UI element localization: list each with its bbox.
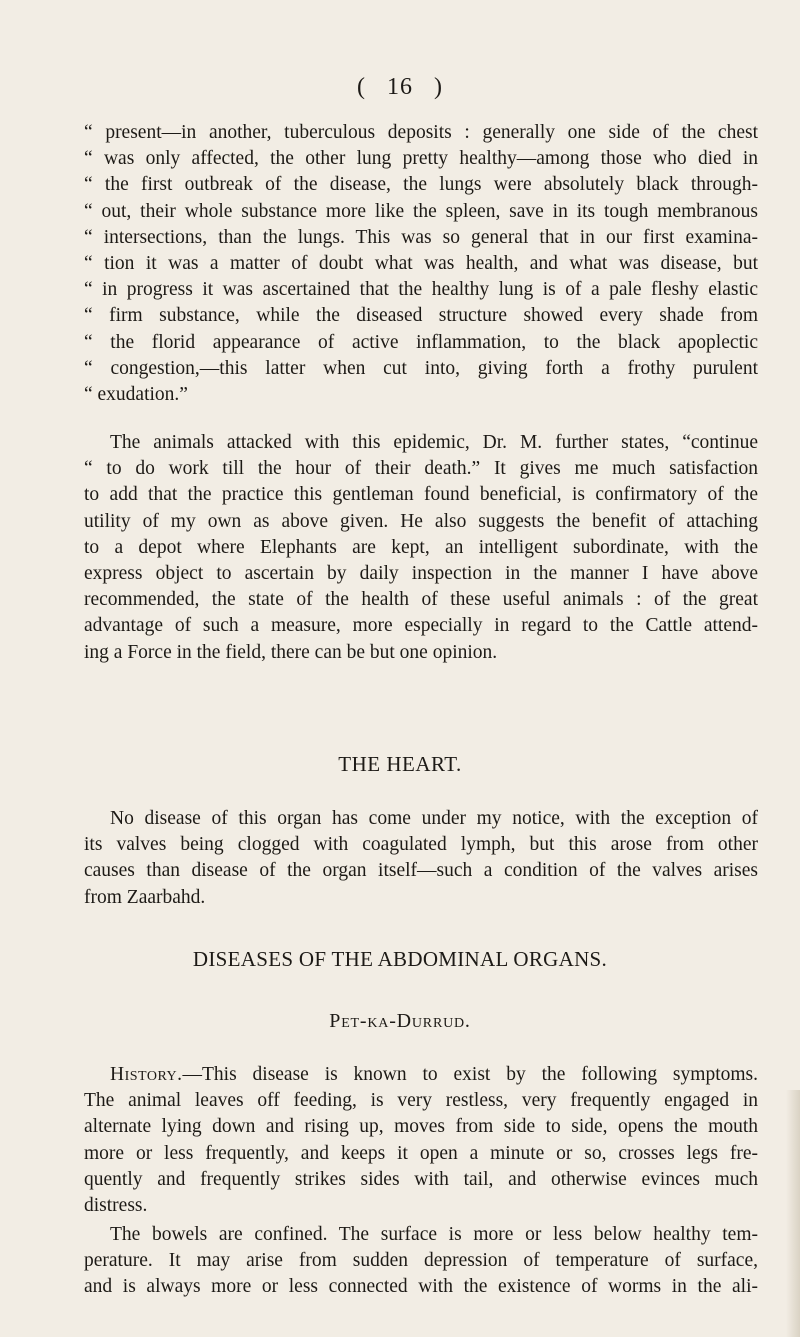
- text-line: ing a Force in the field, there can be but one opinion.: [84, 641, 498, 663]
- text-line: “ intersections, than the lungs. This was so general that in our first examina-: [84, 226, 758, 248]
- paragraph-history: [84, 1062, 758, 1219]
- text-line: [84, 1062, 758, 1088]
- history-first-line: —This disease is known to exist by the following symptoms.: [182, 1064, 758, 1085]
- text-line: “ congestion,—this latter when cut into, giving forth a frothy purulent: [84, 357, 758, 379]
- text-line: its valves being clogged with coagulated lymph, but this arose from other: [84, 834, 758, 856]
- text-line: The animals attacked with this epidemic, Dr. M. further states, “continue: [110, 432, 758, 453]
- text-line: The bowels are confined. The surface is more or less below healthy tem-: [110, 1224, 758, 1245]
- paragraph-heart: [84, 806, 758, 911]
- text-line: to a depot where Elephants are kept, an intelligent subordinate, with the: [84, 536, 758, 558]
- text-line: No disease of this organ has come under my notice, with the exception of: [110, 808, 758, 829]
- text-line: “ was only affected, the other lung pretty healthy—among those who died in: [84, 148, 758, 170]
- text-line: and is always more or less connected with the existence of worms in the ali-: [84, 1276, 758, 1298]
- text-line: “ out, their whole substance more like the spleen, save in its tough membranous: [84, 200, 758, 222]
- text-line: “ the first outbreak of the disease, the lungs were absolutely black through-: [84, 174, 758, 196]
- text-line: distress.: [84, 1195, 148, 1217]
- text-line: express object to ascertain by daily inspection in the manner I have above: [84, 563, 758, 585]
- section-heading-heart: THE HEART.: [338, 752, 462, 776]
- subsection-heading-pet-ka-durrud: Pet-ka-Durrud.: [329, 1010, 471, 1032]
- paragraph-epidemic: [84, 430, 758, 666]
- text-line: more or less frequently, and keeps it open a minute or so, crosses legs fre-: [84, 1142, 758, 1164]
- text-line: “ present—in another, tuberculous deposits : generally one side of the chest: [84, 122, 758, 143]
- text-line: quently and frequently strikes sides with tail, and otherwise evinces much: [84, 1168, 758, 1190]
- text-line: to add that the practice this gentleman found beneficial, is confirmatory of the: [84, 484, 758, 506]
- text-line: alternate lying down and rising up, moves from side to side, opens the mouth: [84, 1116, 758, 1138]
- text-line: “ exudation.”: [84, 384, 188, 406]
- paragraph-bowels: [84, 1222, 758, 1301]
- text-line: “ in progress it was ascertained that the healthy lung is of a pale fleshy elastic: [84, 279, 758, 301]
- text-line: The animal leaves off feeding, is very restless, very frequently engaged in: [84, 1090, 758, 1112]
- text-line: from Zaarbahd.: [84, 886, 206, 908]
- text-line: perature. It may arise from sudden depression of temperature of surface,: [84, 1250, 758, 1272]
- text-line: advantage of such a measure, more especially in regard to the Cattle attend-: [84, 615, 758, 637]
- text-line: “ the florid appearance of active inflammation, to the black apoplectic: [84, 331, 758, 353]
- page-number: ( 16 ): [357, 74, 443, 100]
- quoted-report-block: [84, 120, 758, 408]
- section-heading-abdominal: DISEASES OF THE ABDOMINAL ORGANS.: [192, 947, 608, 971]
- text-line: causes than disease of the organ itself—such a condition of the valves arises: [84, 860, 758, 882]
- text-line: “ to do work till the hour of their death.” It gives me much satisfaction: [84, 458, 758, 480]
- history-lead: History.: [110, 1064, 183, 1085]
- text-line: recommended, the state of the health of these useful animals : of the great: [84, 589, 758, 611]
- text-line: “ firm substance, while the diseased structure showed every shade from: [84, 305, 758, 327]
- text-line: “ tion it was a matter of doubt what was health, and what was disease, but: [84, 253, 758, 275]
- page-edge-shadow: [786, 1090, 800, 1337]
- text-line: utility of my own as above given. He also suggests the benefit of attaching: [84, 510, 758, 532]
